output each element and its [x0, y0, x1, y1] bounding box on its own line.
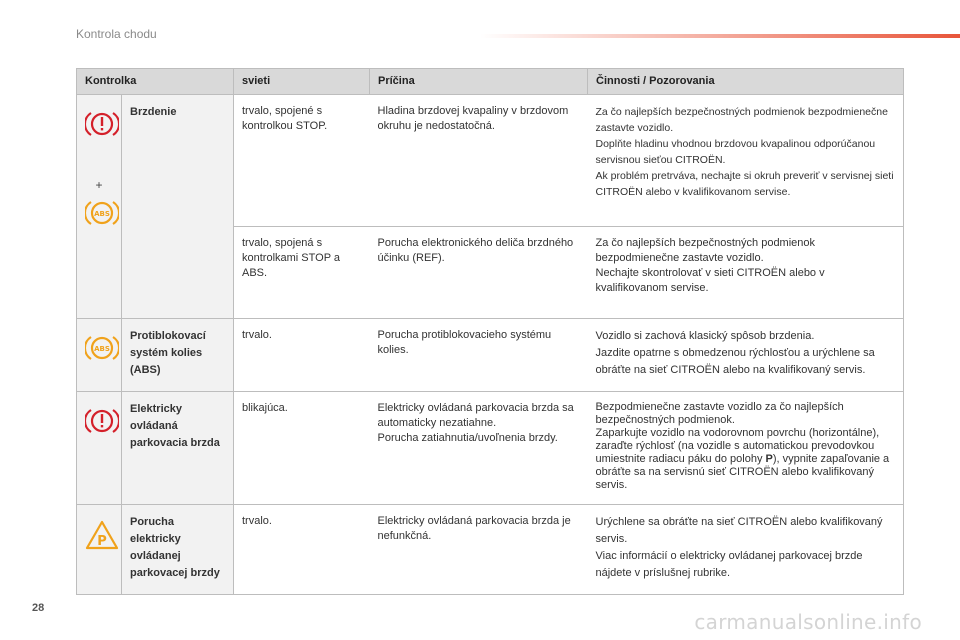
table-row [77, 95, 904, 227]
table-row [77, 505, 904, 595]
cinnosti-line: Ak problém pretrváva, nechajte si okruh preveriť v servisnej sieti CITROËN alebo v kvalifikovanom servise. [595, 170, 894, 198]
page-header-title: Kontrola chodu [76, 27, 157, 41]
pricina-cell: Porucha protiblokovacieho systému kolies. [370, 319, 588, 392]
abs-icon [85, 334, 119, 362]
warning-name: Brzdenie [122, 95, 234, 319]
parking-brake-fault-icon [85, 520, 119, 550]
cinnosti-line: Urýchlene sa obráťte na sieť CITROËN alebo kvalifikovaný servis. [595, 516, 883, 545]
warning-lights-table [76, 68, 904, 595]
pricina-line: Elektricky ovládaná parkovacia brzda sa automaticky nezatiahne. [377, 402, 574, 429]
cinnosti-line: Jazdite opatrne s obmedzenou rýchlosťou a urýchlene sa obráťte na sieť CITROËN alebo na kvalifikovaný servis. [595, 347, 875, 376]
abs-icon [85, 199, 119, 227]
pricina-cell: Hladina brzdovej kvapaliny v brzdovom okruhu je nedostatočná. [370, 95, 588, 227]
warning-name: Porucha elektricky ovládanej parkovacej brzdy [122, 505, 234, 595]
warning-name: Protiblokovací systém kolies (ABS) [122, 319, 234, 392]
svieti-cell: trvalo, spojené s kontrolkou STOP. [234, 95, 370, 227]
brake-warning-icon [85, 407, 119, 435]
icon-cell [77, 392, 122, 505]
svieti-cell: trvalo. [234, 319, 370, 392]
cinnosti-line: Viac informácií o elektricky ovládanej parkovacej brzde nájdete v príslušnej rubrike. [595, 550, 863, 579]
cinnosti-line: Bezpodmienečne zastavte vozidlo za čo najlepších bezpečnostných podmienok. [595, 401, 844, 426]
svg-text:ABS: ABS [94, 345, 110, 353]
pricina-cell: Elektricky ovládaná parkovacia brzda je nefunkčná. [370, 505, 588, 595]
svg-text:ABS: ABS [94, 210, 110, 218]
gear-position-p: P [765, 453, 773, 465]
table-header-row [77, 69, 904, 95]
header-accent-line [480, 34, 960, 38]
pricina-line: Porucha zatiahnutia/uvoľnenia brzdy. [377, 432, 558, 444]
cinnosti-cell [588, 392, 904, 505]
header-cinnosti: Činnosti / Pozorovania [588, 69, 904, 95]
pricina-cell: Porucha elektronického deliča brzdného účinku (REF). [370, 227, 588, 319]
cinnosti-cell [588, 319, 904, 392]
warning-name: Elektricky ovládaná parkovacia brzda [122, 392, 234, 505]
watermark: carmanualsonline.info [694, 610, 922, 634]
icon-cell [77, 319, 122, 392]
svg-text:P: P [97, 534, 107, 549]
cinnosti-line: Nechajte skontrolovať v sieti CITROËN alebo v kvalifikovanom servise. [595, 267, 825, 295]
cinnosti-line: Zaparkujte vozidlo na vodorovnom povrchu (horizontálne), zaraďte rýchlosť (na vozidle s automatickou prevodovkou umiestnite radiacu páku do polohy [595, 427, 880, 465]
svieti-cell: trvalo. [234, 505, 370, 595]
icon-cell [77, 95, 122, 319]
svieti-cell: trvalo, spojená s kontrolkami STOP a ABS. [234, 227, 370, 319]
cinnosti-line: Za čo najlepších bezpečnostných podmienok bezpodmienečne zastavte vozidlo. [595, 237, 816, 265]
cinnosti-cell [588, 95, 904, 227]
header-pricina: Príčina [370, 69, 588, 95]
cinnosti-line: Vozidlo si zachová klasický spôsob brzdenia. [595, 330, 815, 342]
cinnosti-line: Za čo najlepších bezpečnostných podmienok bezpodmienečne zastavte vozidlo. [595, 106, 888, 134]
brake-warning-icon [85, 110, 119, 138]
icon-cell [77, 505, 122, 595]
icon-plus-separator: + [95, 178, 103, 192]
table-row [77, 319, 904, 392]
header-svieti: svieti [234, 69, 370, 95]
header-kontrolka: Kontrolka [77, 69, 234, 95]
pricina-cell [370, 392, 588, 505]
cinnosti-cell [588, 505, 904, 595]
table-row [77, 392, 904, 505]
cinnosti-line: Doplňte hladinu vhodnou brzdovou kvapalinou odporúčanou servisnou sieťou CITROËN. [595, 138, 876, 166]
cinnosti-cell [588, 227, 904, 319]
page-number: 28 [32, 602, 45, 614]
cinnosti-line: ), vypnite zapaľovanie a obráťte sa na servisnú sieť CITROËN alebo kvalifikovaný servis. [595, 453, 890, 491]
svieti-cell: blikajúca. [234, 392, 370, 505]
